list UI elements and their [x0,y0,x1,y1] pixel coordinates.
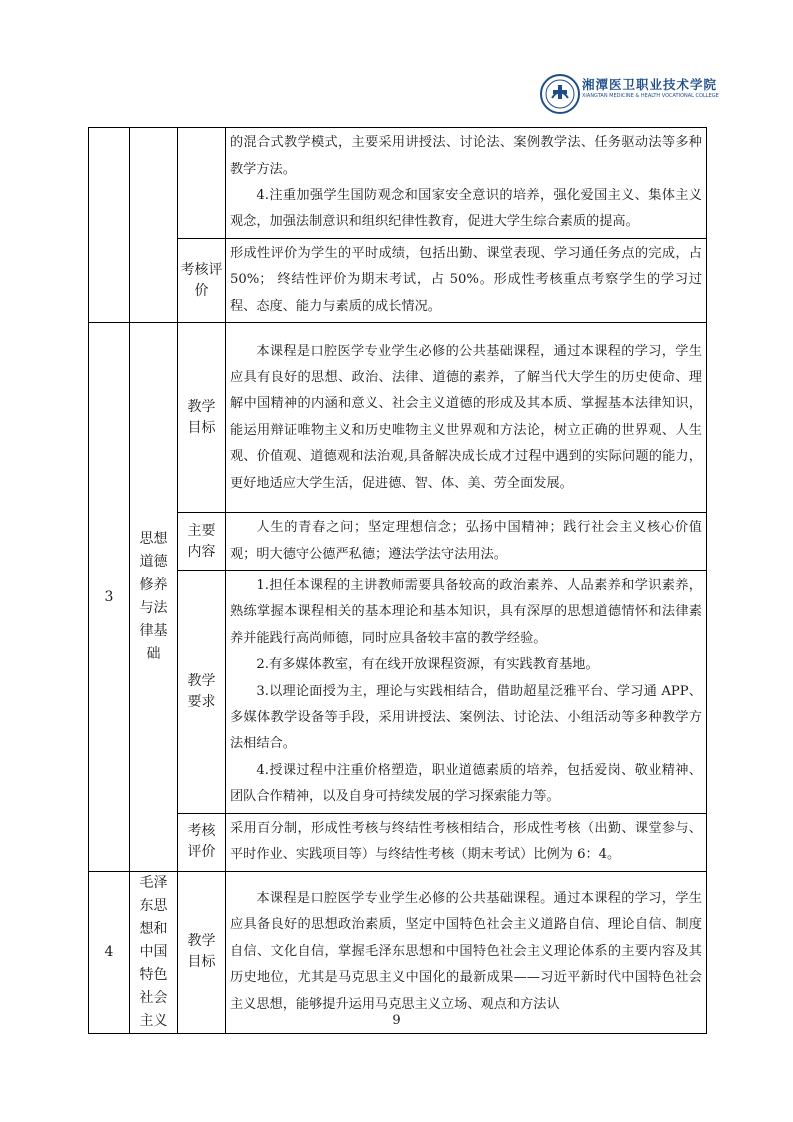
requirement-label: 教学要求 [187,672,216,710]
course-table [88,127,707,1034]
page-number: 9 [392,1013,401,1028]
requirement-item: 2.有多媒体教室，有在线开放课程资源，有实践教育基地。 [256,657,599,673]
goal-text: 本课程是口腔医学专业学生必修的公共基础课程。通过本课程的学习，学生应具备良好的思想政治素质，坚定中国特色社会主义道路自信、理论自信、制度自信、文化自信，掌握毛泽东思想和中国特色社会主义理论体系的主要内容及其历史地位，尤其是马克思主义中国化的最新成果——习近平新时代中国特色社会主义思想，能够提升运用马克思主义立场、观点和方法认 [230,890,702,1012]
requirement-item: 1.担任本课程的主讲教师需要具备较高的政治素养、人品素养和学识素养，熟练掌握本课程相关的基本理论和基本知识，具有深厚的思想道德情怀和法律素养并能践行高尚师德，同时应具备较丰富的教学经验。 [230,578,702,646]
table-row [89,571,707,814]
assess-label: 考核评价 [187,823,216,861]
course-name: 毛泽东思想和中国特色社会主义 [139,874,168,1029]
assess-text: 采用百分制，形成性考核与终结性考核相结合，形成性考核（出勤、课堂参与、平时作业、实践项目等）与终结性考核（期末考试）比例为 6：4。 [230,820,702,863]
table-row [89,128,707,239]
table-row [89,871,707,1033]
assess-text: 形成性评价为学生的平时成绩，包括出勤、课堂表现、学习通任务点的完成，占 50%； 终结性评价为期末考试，占 50%。形成性考核重点考察学生的学习过程、态度、能力与素质的成长情况。 [230,246,702,314]
course-number: 4 [104,944,114,960]
requirement-item: 3.以理论面授为主，理论与实践相结合，借助超星泛雅平台、学习通 APP、多媒体教学设备等手段，采用讲授法、案例法、讨论法、小组活动等多种教学方法相结合。 [230,683,702,752]
table-row [89,813,707,871]
course-number: 3 [104,588,114,605]
requirement-item: 4.授课过程中注重价格塑造，职业道德素质的培养，包括爱岗、敬业精神、团队合作精神，以及自身可持续发展的学习探索能力等。 [230,762,702,805]
course-name: 思想道德修养与法律基础 [139,530,168,662]
methods-text: 的混合式教学模式，主要采用讲授法、讨论法、案例教学法、任务驱动法等多种教学方法。 [230,135,702,177]
goal-text: 本课程是口腔医学专业学生必修的公共基础课程，通过本课程的学习，学生应具有良好的思想、政治、法律、道德的素养，了解当代大学生的历史使命、理解中国精神的内涵和意义、社会主义道德的形成及其本质、掌握基本法律知识，能运用辩证唯物主义和历史唯物主义世界观和方法论，树立正确的世界观、人生观、价值观、道德观和法治观,具备解决成长成才过程中遇到的实际问题的能力，更好地适应大学生活，促进德、智、体、美、劳全面发展。 [230,343,702,491]
requirement-item: 4.注重加强学生国防观念和国家安全意识的培养，强化爱国主义、集体主义观念，加强法制意识和组织纪律性教育，促进大学生综合素质的提高。 [230,188,702,230]
content-label: 主要内容 [187,522,216,560]
table-row [89,513,707,571]
goal-label: 教学目标 [187,398,216,436]
college-name: 湘潭医卫职业技术学院 [582,77,718,92]
goal-label: 教学目标 [187,933,216,970]
table-row [89,323,707,513]
table-row [89,239,707,323]
college-name-en: XIANGTAN MEDICINE & HEALTH VOCATIONAL COLLEGE [582,93,719,99]
content-text: 人生的青春之问；坚定理想信念；弘扬中国精神；践行社会主义核心价值观；明大德守公德严私德；遵法学法守法用法。 [230,520,702,562]
assess-label: 考核评价 [180,261,223,299]
